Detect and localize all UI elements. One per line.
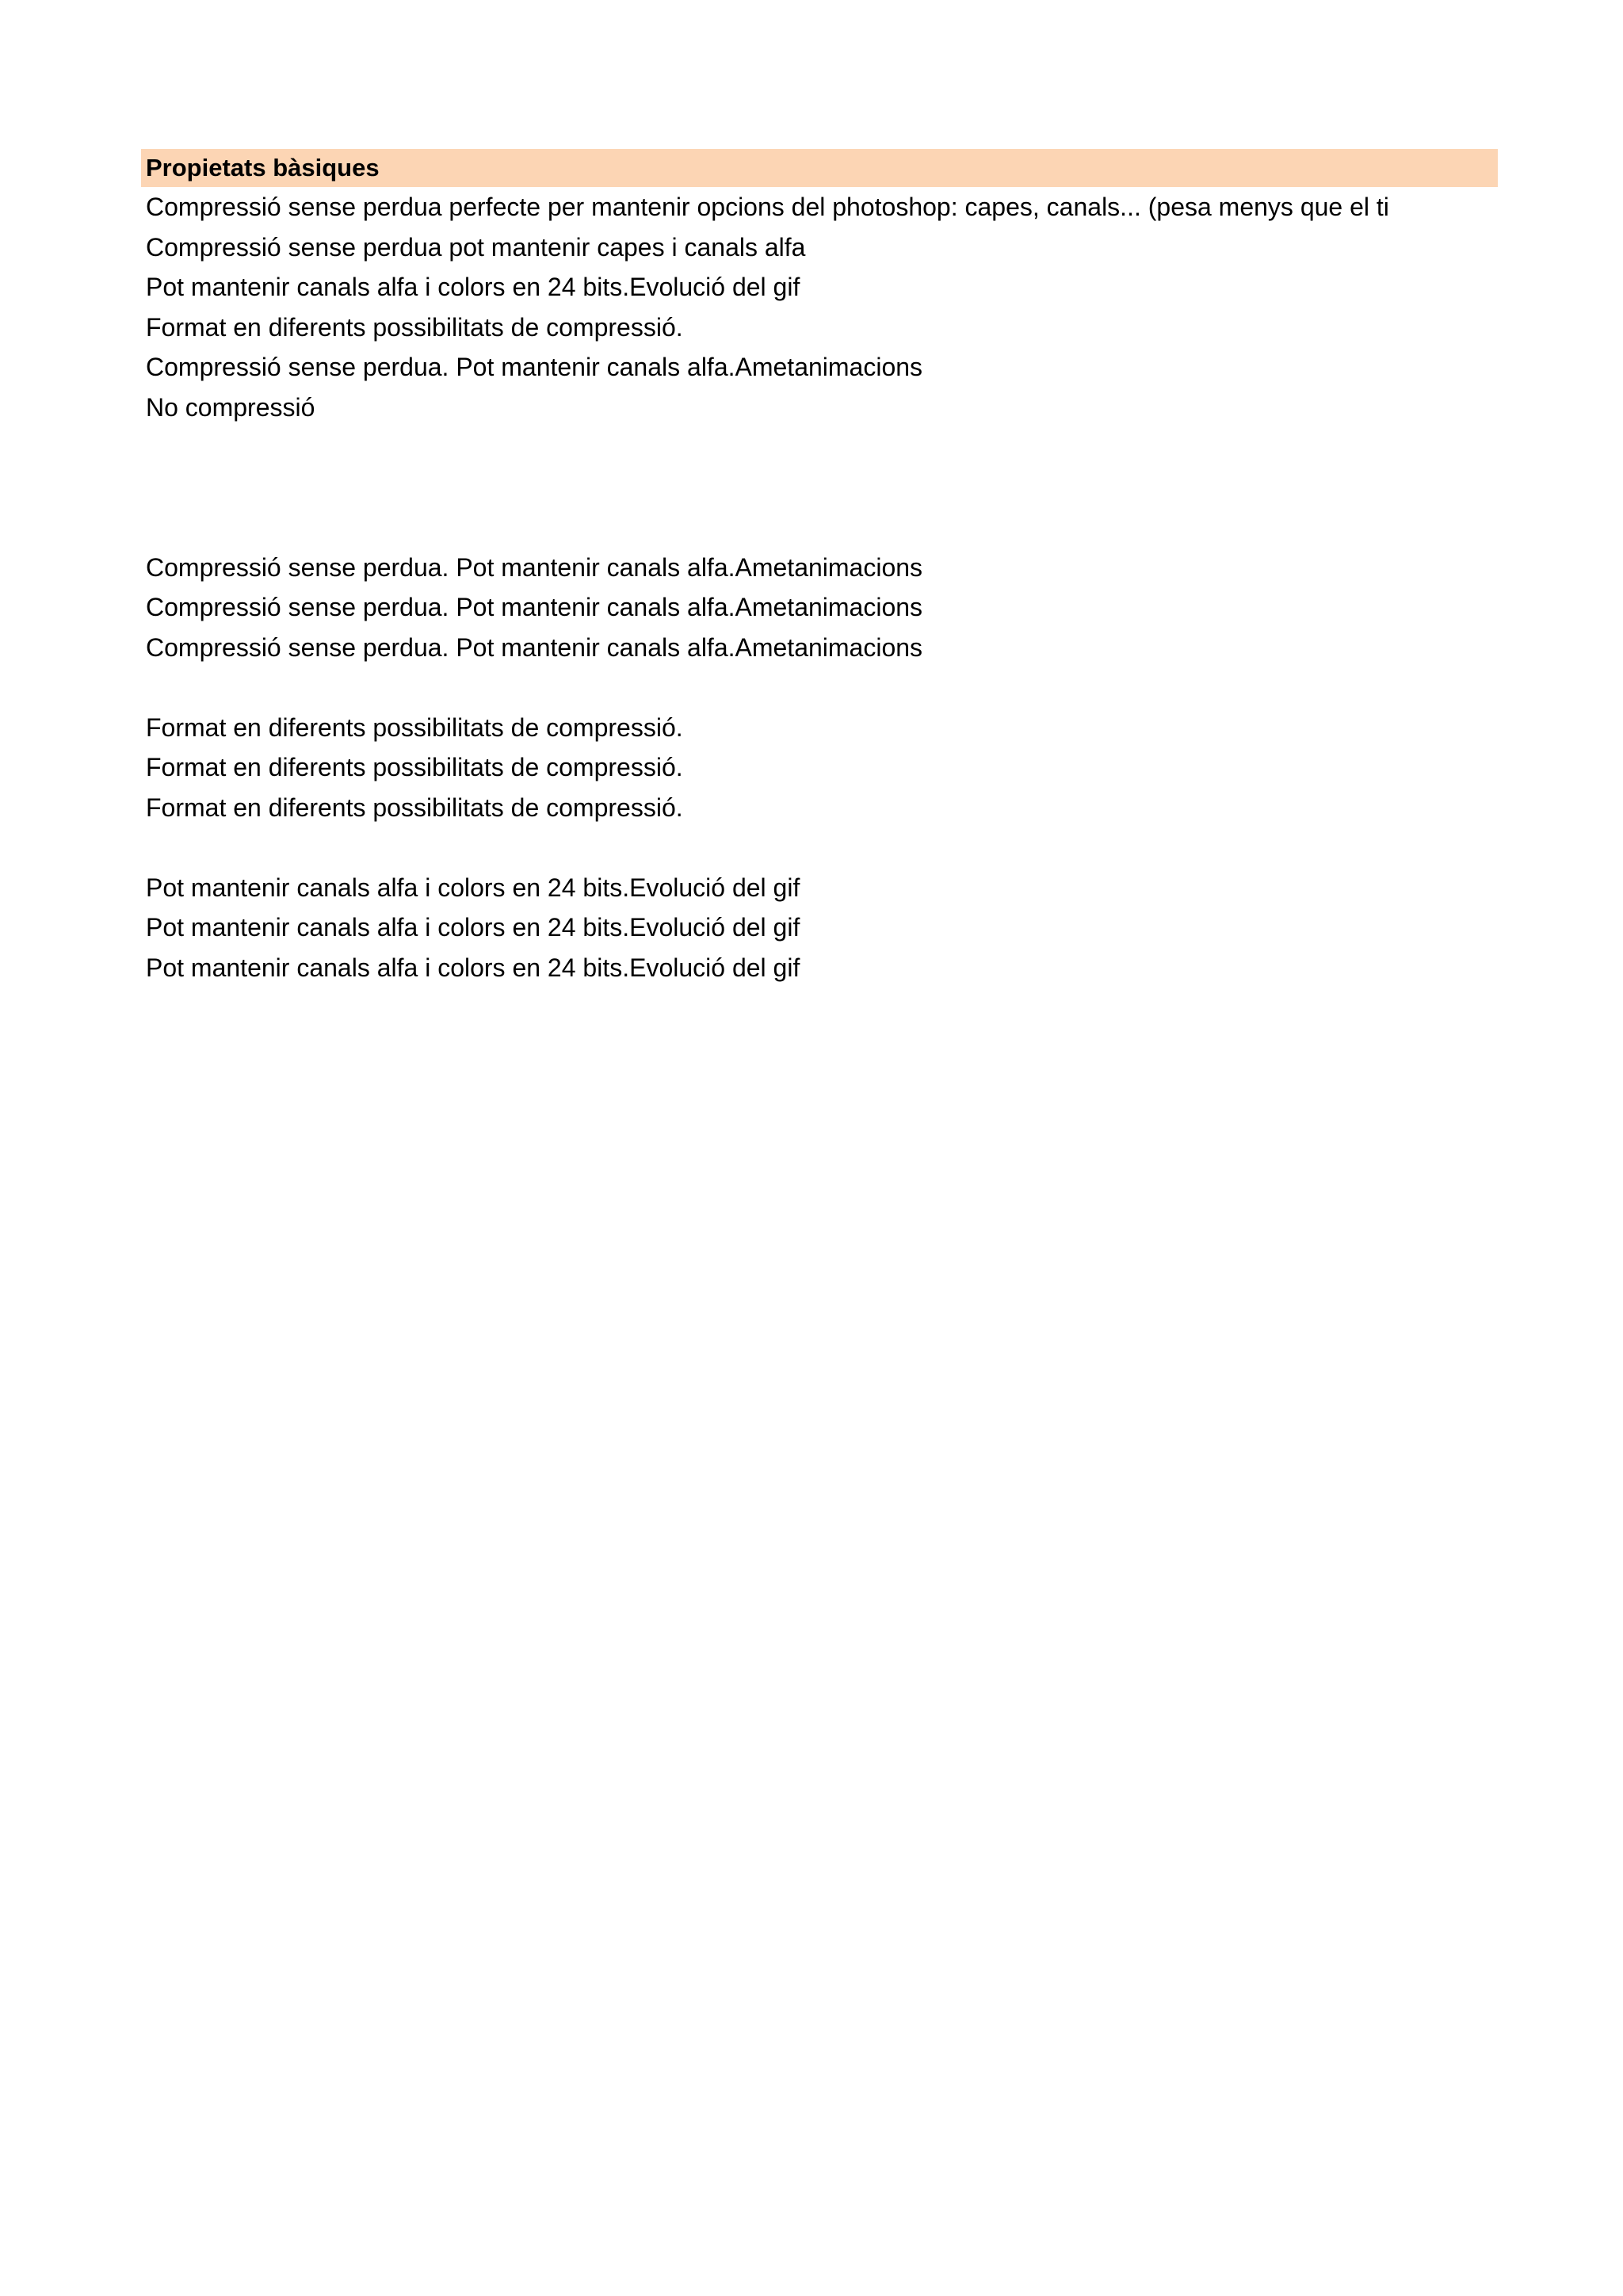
rows-container — [141, 187, 1498, 988]
table-row: Pot mantenir canals alfa i colors en 24 bits.Evolució del gif — [146, 953, 800, 982]
table-row: Pot mantenir canals alfa i colors en 24 bits.Evolució del gif — [146, 913, 800, 942]
table-row-empty — [141, 427, 1498, 468]
table-row: Compressió sense perdua. Pot mantenir canals alfa.Ametanimacions — [146, 353, 923, 381]
table-row: Format en diferents possibilitats de compressió. — [146, 753, 683, 781]
column-header-cell: Propietats bàsiques — [141, 149, 1498, 187]
table-row: Compressió sense perdua pot mantenir capes i canals alfa — [146, 232, 806, 262]
table-row: Compressió sense perdua. Pot mantenir canals alfa.Ametanimacions — [146, 632, 923, 662]
table-row: Pot mantenir canals alfa i colors en 24 bits.Evolució del gif — [146, 273, 800, 301]
table-row-empty — [141, 507, 1498, 548]
table-row: Compressió sense perdua perfecte per mantenir opcions del photoshop: capes, canals... (pesa menys que el ti — [146, 193, 1389, 221]
table-row: Pot mantenir canals alfa i colors en 24 bits.Evolució del gif — [146, 873, 800, 902]
spreadsheet-page — [141, 149, 1498, 988]
table-row: Format en diferents possibilitats de compressió. — [146, 793, 683, 822]
table-row: Compressió sense perdua. Pot mantenir canals alfa.Ametanimacions — [146, 593, 923, 621]
table-row: Format en diferents possibilitats de compressió. — [146, 712, 683, 742]
table-row: Compressió sense perdua. Pot mantenir canals alfa.Ametanimacions — [146, 552, 923, 582]
table-row-empty — [141, 827, 1498, 868]
table-row-empty — [141, 468, 1498, 508]
table-row: Format en diferents possibilitats de compressió. — [146, 312, 683, 342]
table-row: No compressió — [146, 392, 315, 422]
table-row-empty — [141, 667, 1498, 708]
